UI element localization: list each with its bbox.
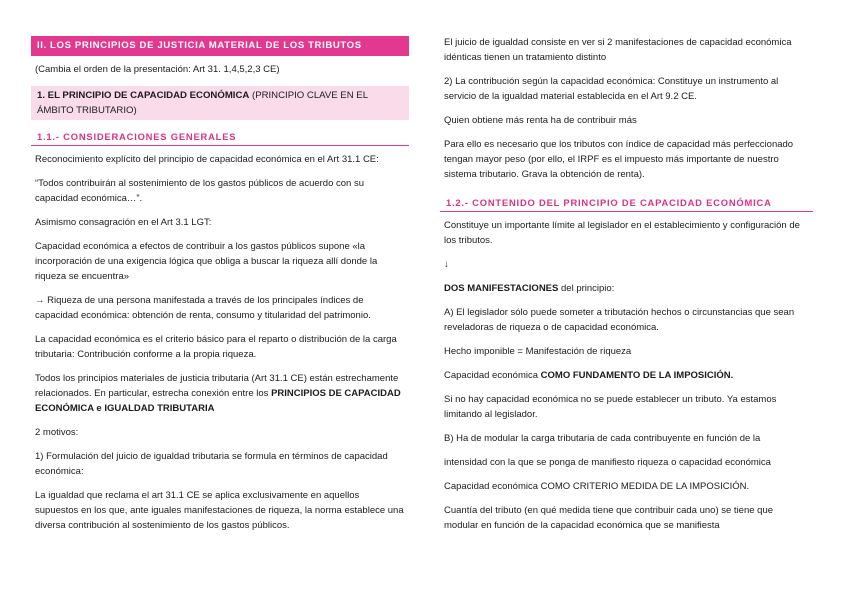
paragraph: [440, 368, 813, 383]
section-heading-1-1: 1.1.- CONSIDERACIONES GENERALES: [31, 129, 409, 146]
paragraph: Asimismo consagración en el Art 3.1 LGT:: [35, 217, 212, 228]
paragraph: Reconocimiento explícito del principio de capacidad económica en el Art 31.1 CE:: [35, 154, 379, 165]
paragraph: Para ello es necesario que los tributos con índice de capacidad más perfeccionado tengan mayor peso (por ello, el IRPF es el impuesto más importante de nuestro sistema tributario. Grava la obtención de renta).: [444, 139, 794, 180]
paragraph: La igualdad que reclama el art 31.1 CE se aplica exclusivamente en aquellos supuestos en los que, ante iguales manifestaciones de riqueza, la norma establece una diversa contribución al sostenimiento de los gastos públicos.: [35, 490, 404, 531]
paragraph: El juicio de igualdad consiste en ver si 2 manifestaciones de capacidad económica idénticas tienen un tratamiento distinto: [444, 37, 792, 63]
paragraph: Cuantía del tributo (en qué medida tiene que contribuir cada uno) se tiene que modular en función de la capacidad económica que se manifiesta: [444, 505, 774, 531]
paragraph: [31, 371, 409, 416]
paragraph: → Riqueza de una persona manifestada a través de los principales índices de capacidad económica: obtención de renta, consumo y titularidad del patrimonio.: [35, 295, 371, 321]
paragraph: A) El legislador sólo puede someter a tributación hechos o circunstancias que sean reveladoras de riqueza o de capacidad económica.: [444, 307, 795, 333]
principle-heading-bold: 1. EL PRINCIPIO DE CAPACIDAD ECONÓMICA: [37, 90, 250, 101]
paragraph: 2 motivos:: [35, 427, 79, 438]
principle-heading-box: [31, 86, 409, 120]
paragraph: B) Ha de modular la carga tributaria de cada contribuyente en función de la: [444, 433, 761, 444]
paragraph: Quien obtiene más renta ha de contribuir más: [444, 115, 637, 126]
presentation-note: (Cambia el orden de la presentación: Art 31. 1,4,5,2,3 CE): [35, 64, 280, 75]
paragraph-text: Capacidad económica: [444, 370, 541, 381]
section-heading-1-2: 1.2.- CONTENIDO DEL PRINCIPIO DE CAPACIDAD ECONÓMICA: [440, 195, 813, 212]
paragraph-bold: PRINCIPIOS DE CAPACIDAD ECONÓMICA e IGUALDAD TRIBUTARIA: [35, 388, 401, 414]
paragraph: Capacidad económica a efectos de contribuir a los gastos públicos supone «la incorporación de una exigencia lógica que obliga a buscar la riqueza allí donde la riqueza se encuentra»: [35, 241, 378, 282]
paragraph: “Todos contribuirán al sostenimiento de los gastos públicos de acuerdo con su capacidad económica…”.: [35, 178, 364, 204]
paragraph: Capacidad económica COMO CRITERIO MEDIDA DE LA IMPOSICIÓN.: [444, 481, 750, 492]
left-column: [31, 36, 409, 533]
paragraph: 1) Formulación del juicio de igualdad tributaria se formula en términos de capacidad económica:: [35, 451, 388, 477]
right-column: [440, 35, 813, 533]
paragraph: 2) La contribución según la capacidad económica: Constituye un instrumento al servicio de la igualdad material establecida en el Art 9.2 CE.: [444, 76, 779, 102]
paragraph: [440, 281, 813, 296]
chapter-title: II. LOS PRINCIPIOS DE JUSTICIA MATERIAL DE LOS TRIBUTOS: [31, 36, 409, 56]
paragraph-text: del principio:: [558, 283, 615, 294]
paragraph: Constituye un importante límite al legislador en el establecimiento y configuración de los tributos.: [444, 220, 800, 246]
paragraph: intensidad con la que se ponga de manifiesto riqueza o capacidad económica: [444, 457, 771, 468]
paragraph-bold: COMO FUNDAMENTO DE LA IMPOSICIÓN.: [540, 370, 734, 381]
paragraph-bold: DOS MANIFESTACIONES: [444, 283, 559, 294]
paragraph: Si no hay capacidad económica no se puede establecer un tributo. Ya estamos limitando al legislador.: [444, 394, 777, 420]
principle-heading-rest: (PRINCIPIO CLAVE EN EL ÁMBITO TRIBUTARIO): [37, 90, 368, 116]
paragraph: La capacidad económica es el criterio básico para el reparto o distribución de la carga tributaria: Contribución conforme a la propia riqueza.: [35, 334, 397, 360]
paragraph: Hecho imponible = Manifestación de riqueza: [444, 346, 632, 357]
paragraph-text: Todos los principios materiales de justicia tributaria (Art 31.1 CE) están estrechamente relacionados. En particular, estrecha conexión entre los: [35, 373, 399, 399]
down-arrow: ↓: [444, 259, 449, 270]
